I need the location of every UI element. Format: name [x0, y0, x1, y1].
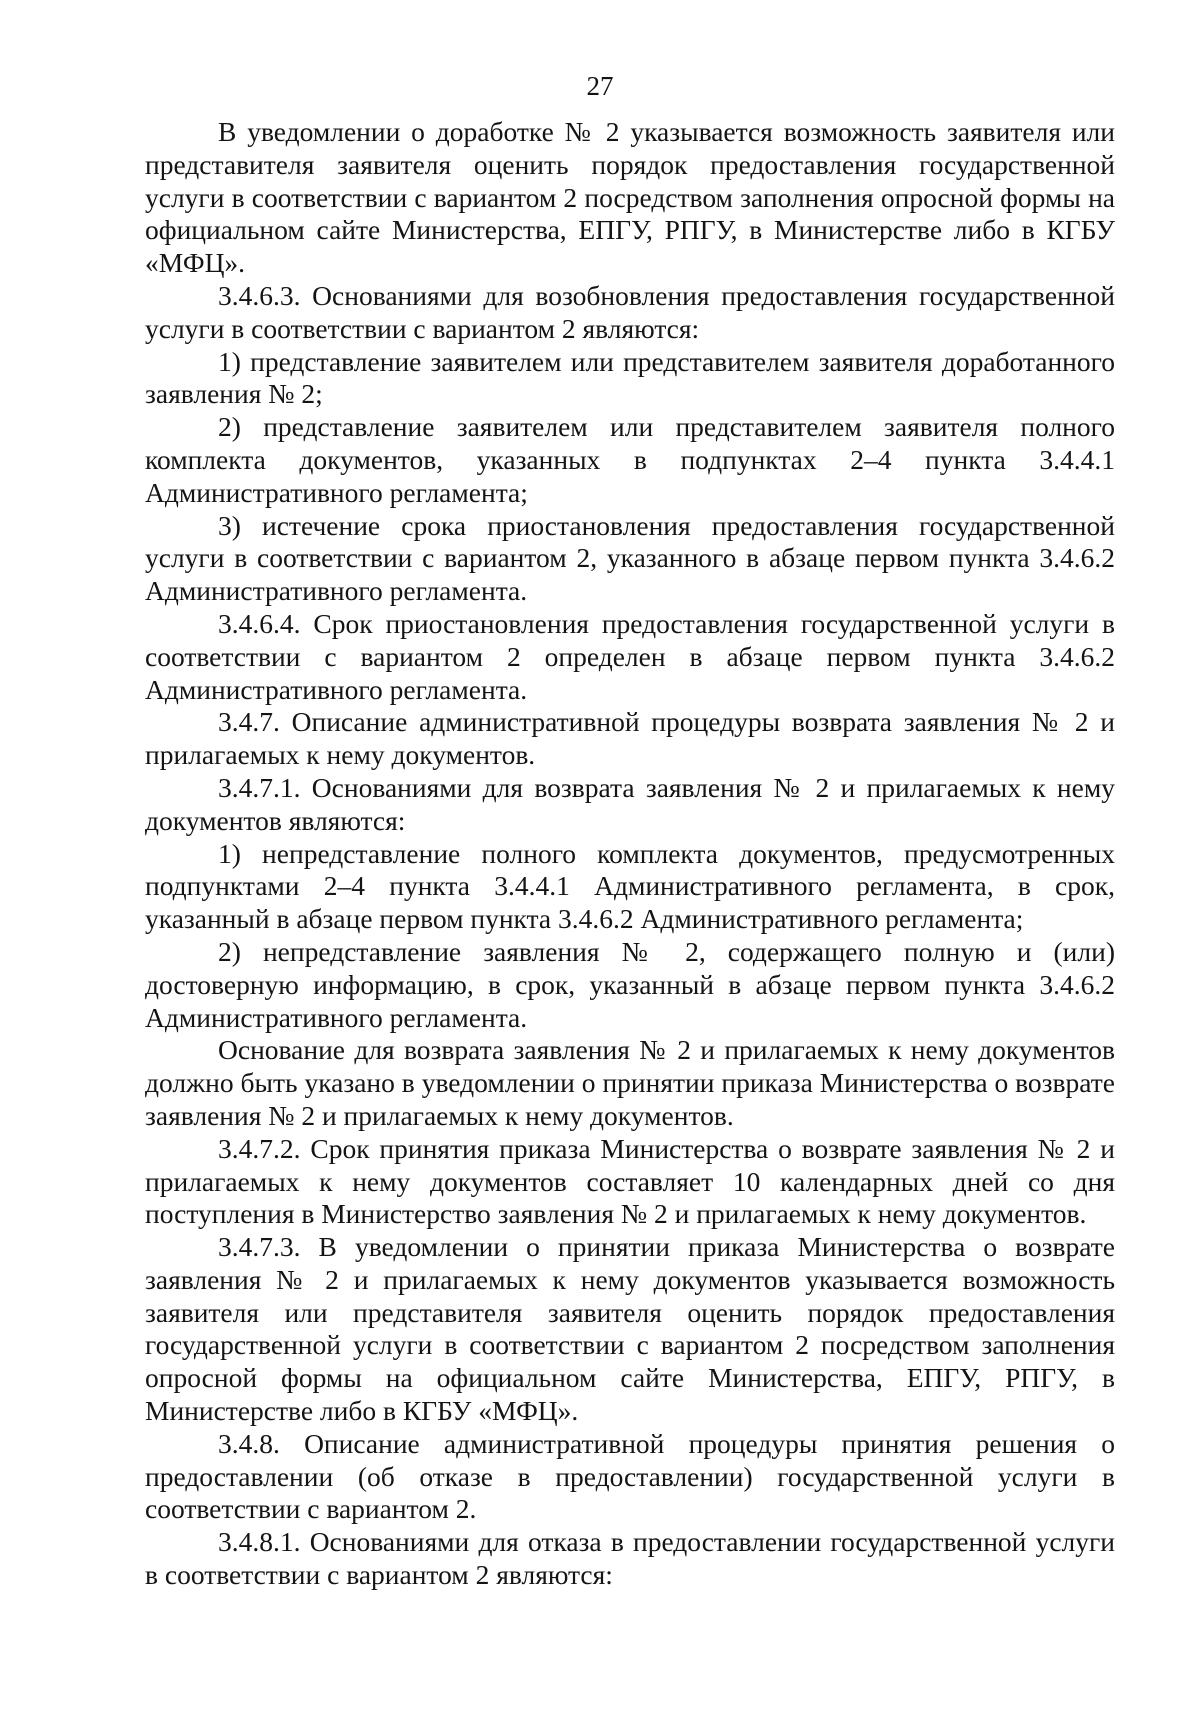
paragraph-3-4-7-1: 3.4.7.1. Основаниями для возврата заявления № 2 и прилагаемых к нему документов являются:	[145, 771, 1115, 836]
paragraph-3-4-8-1: 3.4.8.1. Основаниями для отказа в предоставлении государственной услуги в соответствии с вариантом 2 являются:	[145, 1526, 1115, 1591]
paragraph-3-4-8: 3.4.8. Описание административной процедуры принятия решения о предоставлении (об отказе в предоставлении) государственной услуги в соответствии с вариантом 2.	[145, 1427, 1115, 1525]
paragraph-3-4-6-3: 3.4.6.3. Основаниями для возобновления предоставления государственной услуги в соответствии с вариантом 2 являются:	[145, 279, 1115, 344]
list-item-resume-1: 1) представление заявителем или представителем заявителя доработанного заявления № 2;	[145, 345, 1115, 410]
paragraph-notice-revision: В уведомлении о доработке № 2 указывается возможность заявителя или представителя заявителя оценить порядок предоставления государственной услуги в соответствии с вариантом 2 посредством заполнения опросной формы на официальном сайте Министерства, ЕПГУ, РПГУ, в Министерстве либо в КГБУ «МФЦ».	[145, 116, 1115, 279]
paragraph-3-4-7-2: 3.4.7.2. Срок принятия приказа Министерства о возврате заявления № 2 и прилагаемых к нему документов составляет 10 календарных дней со дня поступления в Министерство заявления № 2 и прилагаемых к нему документов.	[145, 1132, 1115, 1230]
list-item-return-2: 2) непредставление заявления № 2, содержащего полную и (или) достоверную информацию, в срок, указанный в абзаце первом пункта 3.4.6.2 Административного регламента.	[145, 935, 1115, 1033]
document-body	[145, 116, 1115, 1592]
paragraph-3-4-6-4: 3.4.6.4. Срок приостановления предоставления государственной услуги в соответствии с вариантом 2 определен в абзаце первом пункта 3.4.6.2 Административного регламента.	[145, 607, 1115, 705]
paragraph-3-4-7: 3.4.7. Описание административной процедуры возврата заявления № 2 и прилагаемых к нему документов.	[145, 706, 1115, 771]
list-item-resume-3: 3) истечение срока приостановления предоставления государственной услуги в соответствии с вариантом 2, указанного в абзаце первом пункта 3.4.6.2 Административного регламента.	[145, 509, 1115, 607]
list-item-return-1: 1) непредставление полного комплекта документов, предусмотренных подпунктами 2–4 пункта 3.4.4.1 Административного регламента, в срок, указанный в абзаце первом пункта 3.4.6.2 Административного регламента;	[145, 837, 1115, 935]
paragraph-3-4-7-3: 3.4.7.3. В уведомлении о принятии приказа Министерства о возврате заявления № 2 и прилагаемых к нему документов указывается возможность заявителя или представителя заявителя оценить порядок предоставления государственной услуги в соответствии с вариантом 2 посредством заполнения опросной формы на официальном сайте Министерства, ЕПГУ, РПГУ, в Министерстве либо в КГБУ «МФЦ».	[145, 1231, 1115, 1427]
page-number: 27	[586, 71, 614, 101]
list-item-resume-2: 2) представление заявителем или представителем заявителя полного комплекта документов, указанных в подпунктах 2–4 пункта 3.4.4.1 Административного регламента;	[145, 411, 1115, 508]
paragraph-return-basis: Основание для возврата заявления № 2 и прилагаемых к нему документов должно быть указано в уведомлении о принятии приказа Министерства о возврате заявления № 2 и прилагаемых к нему документов.	[145, 1034, 1115, 1131]
